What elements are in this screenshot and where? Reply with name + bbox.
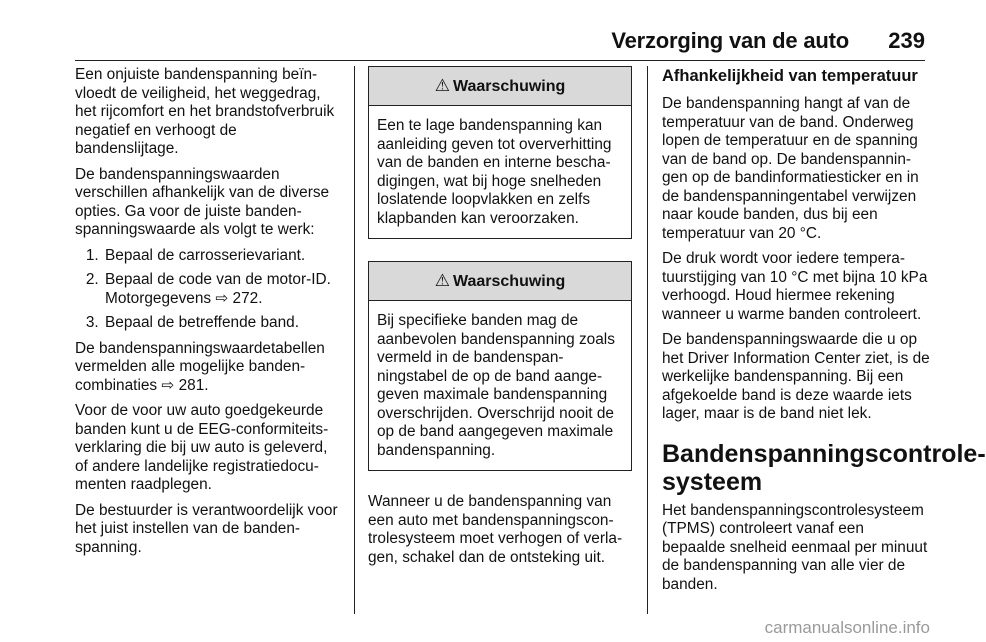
list-item: 1. Bepaal de carrosserievariant.: [103, 247, 343, 266]
page-header: [75, 24, 925, 61]
list-item: 3. Bepaal de betreffende band.: [103, 314, 343, 333]
paragraph: De bandenspanning hangt af van de temperatuur van de band. Onderweg lopen de temperatuur en de spanning van de band op. De bandenspanningen op de bandinformatiesticker en in de bandenspanningentabel verwijzen naar koude banden, dus bij een temperatuur van 20 °C.: [662, 95, 919, 242]
warning-header: [369, 67, 631, 106]
column-right: [662, 66, 986, 601]
warning-text: Een te lage bandenspanning kan aanleiding geven tot oververhitting van de banden en interne beschadigingen, wat bij hoge snelheden loslatende loopvlakken en zelfs klapbanden kan veroorzaken.: [377, 117, 612, 227]
column-middle: [368, 66, 632, 574]
paragraph: Een onjuiste bandenspanning beïnvloedt de veiligheid, het weggedrag, het rijcomfort en het brandstofverbruik negatief en verhoogt de bandenslijtage.: [75, 66, 335, 157]
paragraph: De bestuurder is verantwoordelijk voor het juist instellen van de bandenspanning.: [75, 501, 338, 556]
page-title: Verzorging van de auto: [611, 28, 849, 53]
paragraph: De bandenspanningswaarden verschillen afhankelijk van de diverse opties. Ga voor de juiste bandenspanningswaarde als volgt te werk:: [75, 165, 330, 238]
section-heading: Bandenspanningscontrolesysteem: [662, 439, 986, 496]
paragraph: De bandenspanningswaarde die u op het Driver Information Center ziet, is de werkelijke bandenspanning. Bij een afgekoelde band is deze waarde iets lager, maar is de band niet lek.: [662, 331, 930, 422]
paragraph: Het bandenspanningscontrolesysteem (TPMS) controleert vanaf een bepaalde snelheid eenmaal per minuut de bandenspanning van alle vier de banden.: [662, 501, 928, 593]
column-divider: [354, 66, 355, 614]
page-number: 239: [888, 28, 925, 53]
watermark: carmanualsonline.info: [764, 618, 930, 637]
warning-triangle-icon: ⚠: [434, 76, 450, 95]
warning-triangle-icon: ⚠: [434, 271, 450, 290]
steps-list: [75, 247, 343, 333]
list-item: 2. Bepaal de code van de motor-ID. Motorgegevens ⇨ 272.: [103, 271, 343, 308]
paragraph: Voor de voor uw auto goedgekeurde banden kunt u de EEG-conformiteitsverklaring die bij uw auto is geleverd, of andere landelijke registratiedocumenten raadplegen.: [75, 402, 329, 493]
warning-box: [368, 66, 632, 239]
warning-text: Bij specifieke banden mag de aanbevolen bandenspanning zoals vermeld in de bandenspanningstabel de op de band aangegeven maximale bandenspanning overschrijden. Overschrijd nooit de op de band aangegeven maximale bandenspanning.: [377, 312, 615, 459]
subheading: Afhankelijkheid van temperatuur: [662, 67, 918, 85]
column-divider: [647, 66, 648, 614]
warning-title: Waarschuwing: [452, 273, 566, 290]
paragraph: Wanneer u de bandenspanning van een auto met bandenspanningscontrolesysteem moet verhogen of verlagen, schakel dan de ontsteking uit.: [368, 493, 623, 566]
warning-title: Waarschuwing: [452, 78, 566, 95]
warning-header: [369, 262, 631, 301]
warning-box: [368, 261, 632, 471]
paragraph: De druk wordt voor iedere temperatuurstijging van 10 °C met bijna 10 kPa verhoogd. Houd hiermee rekening wanneer u warme banden controleert.: [662, 250, 928, 323]
paragraph: De bandenspanningswaardetabellen vermelden alle mogelijke bandencombinaties ⇨ 281.: [75, 339, 325, 394]
column-left: [75, 66, 343, 564]
